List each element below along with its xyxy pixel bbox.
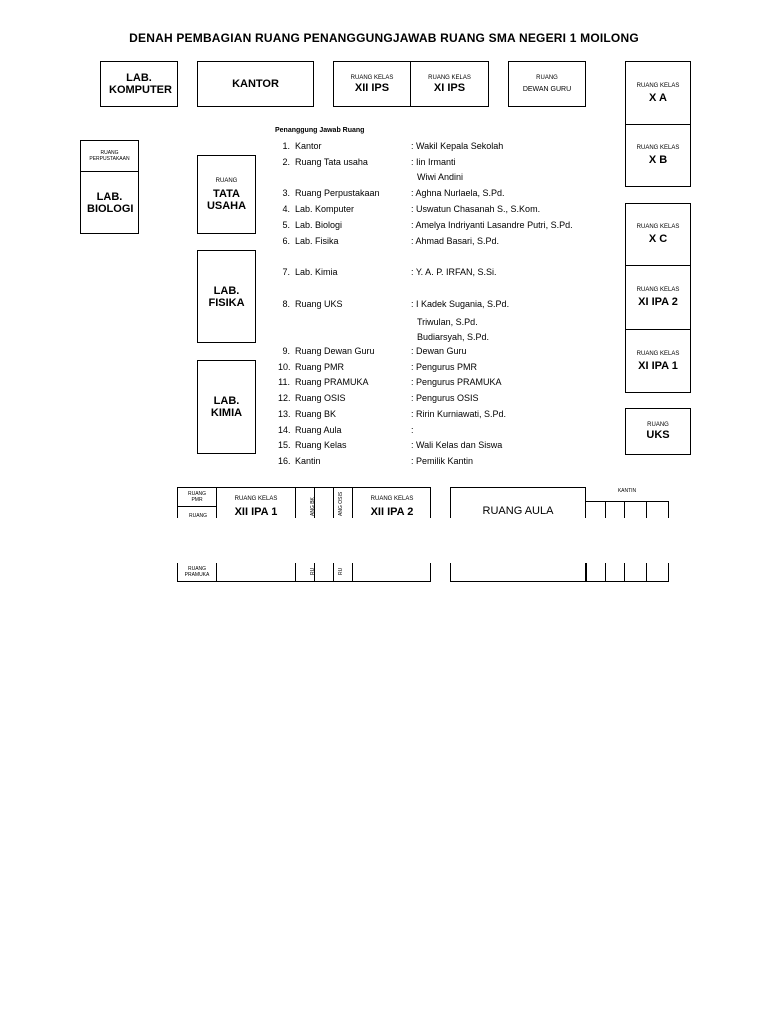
legend-item-number: 11. xyxy=(278,377,290,387)
room-label: X A xyxy=(649,91,667,104)
room-osis-label: ANG OSIS xyxy=(338,491,344,516)
room-label: XII IPS xyxy=(354,81,390,94)
legend-item-responsible: : Wakil Kepala Sekolah xyxy=(411,141,504,151)
divider xyxy=(605,501,606,518)
divider xyxy=(295,563,296,582)
room-label: XI IPA 2 xyxy=(638,296,678,308)
legend-item-responsible: Triwulan, S.Pd. xyxy=(417,317,478,327)
legend-item-room: Kantin xyxy=(295,456,321,466)
legend-item-room: Ruang Tata usaha xyxy=(295,157,368,167)
room-lab-kimia xyxy=(197,360,256,454)
room-xi-ipa-1 xyxy=(625,329,691,393)
legend-item-room: Ruang Perpustakaan xyxy=(295,188,380,198)
legend-item-responsible: : I Kadek Sugania, S.Pd. xyxy=(411,299,510,309)
legend-item-room: Kantor xyxy=(295,141,322,151)
room-caption: RUANG KELAS xyxy=(428,74,471,81)
legend-item-responsible: : Uswatun Chasanah S., S.Kom. xyxy=(411,204,541,214)
room-caption: RUANG KELAS xyxy=(636,350,680,357)
divider xyxy=(668,563,669,582)
legend-item-room: Ruang Kelas xyxy=(295,440,347,450)
legend-item-number: 13. xyxy=(278,409,291,419)
legend-item-number: 10. xyxy=(278,362,291,372)
legend-item-number: 3. xyxy=(282,188,290,198)
room-caption: RUANG xyxy=(536,75,558,81)
room-label: TATA USAHA xyxy=(206,187,247,212)
room-label: LAB. KOMPUTER xyxy=(109,72,172,96)
room-caption: RUANG KELAS xyxy=(636,145,680,151)
kantin-label: KANTIN xyxy=(617,488,637,494)
room-dewan-guru xyxy=(508,61,586,107)
room-xb xyxy=(625,124,691,187)
room-label: LAB. FISIKA xyxy=(208,284,245,309)
room-label: LAB. KIMIA xyxy=(210,395,243,419)
legend-item-number: 7. xyxy=(282,267,290,277)
legend-item-number: 14. xyxy=(278,425,291,435)
legend-item-number: 5. xyxy=(282,220,290,230)
legend-item-room: Ruang Dewan Guru xyxy=(295,346,375,356)
legend-item-responsible: : Aghna Nurlaela, S.Pd. xyxy=(411,188,505,198)
legend-item-room: Ruang OSIS xyxy=(295,393,346,403)
divider xyxy=(646,501,647,518)
room-lab-komputer xyxy=(100,61,178,107)
room-label: X B xyxy=(648,154,668,166)
room-label: XI IPS xyxy=(433,81,466,94)
room-caption: RUANG KELAS xyxy=(350,74,394,81)
legend-item-responsible: : xyxy=(411,425,414,435)
room-perpustakaan xyxy=(80,140,139,172)
room-caption: RUANG xyxy=(647,422,669,428)
room-xi-ipa-2 xyxy=(625,265,691,330)
legend-item-room: Lab. Fisika xyxy=(295,236,339,246)
room-lab-fisika xyxy=(197,250,256,343)
room-label: KANTOR xyxy=(232,78,279,90)
page-title: DENAH PEMBAGIAN RUANG PENANGGUNGJAWAB RUANG SMA NEGERI 1 MOILONG xyxy=(129,31,639,45)
legend-item-room: Lab. Biologi xyxy=(295,220,343,230)
room-xi-ips xyxy=(410,61,489,107)
divider xyxy=(605,563,606,582)
legend-item-room: Ruang PMR xyxy=(295,362,345,372)
room-xa xyxy=(625,61,691,125)
legend-item-responsible: : Ririn Kurniawati, S.Pd. xyxy=(411,409,507,419)
room-caption: RUANG xyxy=(215,177,238,184)
room-xc xyxy=(625,203,691,266)
legend-item-responsible: : Dewan Guru xyxy=(411,346,467,356)
legend-item-responsible: : Y. A. P. IRFAN, S.Si. xyxy=(411,267,497,277)
divider xyxy=(586,563,587,582)
legend-item-room: Ruang UKS xyxy=(295,299,343,309)
room-xii-ipa-1 xyxy=(217,496,295,518)
room-caption: RUANG KELAS xyxy=(234,496,278,502)
legend-item-number: 12. xyxy=(278,393,291,403)
divider xyxy=(586,581,669,582)
divider xyxy=(624,501,625,518)
room-osis-label-bottom: RU xyxy=(338,567,344,575)
room-xii-ipa-2 xyxy=(353,496,431,518)
room-caption: RUANG KELAS xyxy=(636,287,680,293)
divider xyxy=(333,563,334,582)
room-label: XII IPA 1 xyxy=(234,506,278,518)
room-label: RUANG PERPUSTAKAAN xyxy=(89,150,130,162)
legend-item-responsible: : Iin Irmanti xyxy=(411,157,456,167)
room-label: XI IPA 1 xyxy=(638,359,678,372)
legend-item-room: Lab. Komputer xyxy=(295,204,355,214)
legend-item-responsible: : Ahmad Basari, S.Pd. xyxy=(411,236,500,246)
room-tata-usaha xyxy=(197,155,256,234)
room-uks xyxy=(625,408,691,455)
room-bk-label-bottom: RU xyxy=(310,567,316,575)
legend-item-room: Ruang BK xyxy=(295,409,337,419)
room-label: UKS xyxy=(646,429,670,441)
room-kantor xyxy=(197,61,314,107)
room-bk-label: ANG BK xyxy=(310,497,316,516)
legend-heading: Penanggung Jawab Ruang xyxy=(275,127,365,134)
legend-item-responsible: Wiwi Andini xyxy=(417,172,464,182)
legend-item-responsible: : Pengurus PRAMUKA xyxy=(411,377,502,387)
legend-item-number: 4. xyxy=(282,204,290,214)
divider xyxy=(646,563,647,582)
legend-item-number: 16. xyxy=(278,456,291,466)
legend-item-room: Ruang PRAMUKA xyxy=(295,377,369,387)
room-label: RUANG PMR xyxy=(187,491,207,503)
legend-item-room: Lab. Kimia xyxy=(295,267,338,277)
room-aula-label: RUANG AULA xyxy=(482,505,554,517)
divider xyxy=(333,487,334,518)
room-caption: RUANG KELAS xyxy=(636,82,680,89)
room-pramuka-top-label: RUANG xyxy=(189,513,208,519)
room-label: XII IPA 2 xyxy=(370,506,414,518)
room-lab-biologi xyxy=(80,171,139,234)
divider xyxy=(216,563,217,582)
room-label: X C xyxy=(648,233,668,245)
legend-item-number: 1. xyxy=(282,141,290,151)
divider xyxy=(295,487,296,518)
divider xyxy=(624,563,625,582)
legend-item-room: Ruang Aula xyxy=(295,425,342,435)
legend-item-responsible: : Pengurus PMR xyxy=(411,362,478,372)
legend-item-responsible: : Amelya Indriyanti Lasandre Putri, S.Pd. xyxy=(411,220,573,230)
legend-item-responsible: : Pengurus OSIS xyxy=(411,393,479,403)
legend-item-number: 9. xyxy=(282,346,290,356)
room-aula-bottom xyxy=(450,563,586,582)
room-xii-ips xyxy=(333,61,411,107)
legend-item-number: 15. xyxy=(278,440,291,450)
room-label: DEWAN GURU xyxy=(522,86,572,93)
legend-item-number: 2. xyxy=(282,157,290,167)
legend-item-responsible: : Wali Kelas dan Siswa xyxy=(411,440,503,450)
legend-item-number: 8. xyxy=(282,299,290,309)
room-caption: RUANG KELAS xyxy=(636,224,680,230)
legend-item-number: 6. xyxy=(282,236,290,246)
legend-item-responsible: : Pemilik Kantin xyxy=(411,456,474,466)
divider xyxy=(586,501,669,502)
divider xyxy=(668,501,669,518)
divider xyxy=(352,563,353,582)
room-pramuka: RUANG PRAMUKA xyxy=(184,566,210,578)
room-caption: RUANG KELAS xyxy=(370,496,414,502)
legend-item-responsible: Budiarsyah, S.Pd. xyxy=(417,332,490,342)
room-label: LAB. BIOLOGI xyxy=(87,190,134,215)
